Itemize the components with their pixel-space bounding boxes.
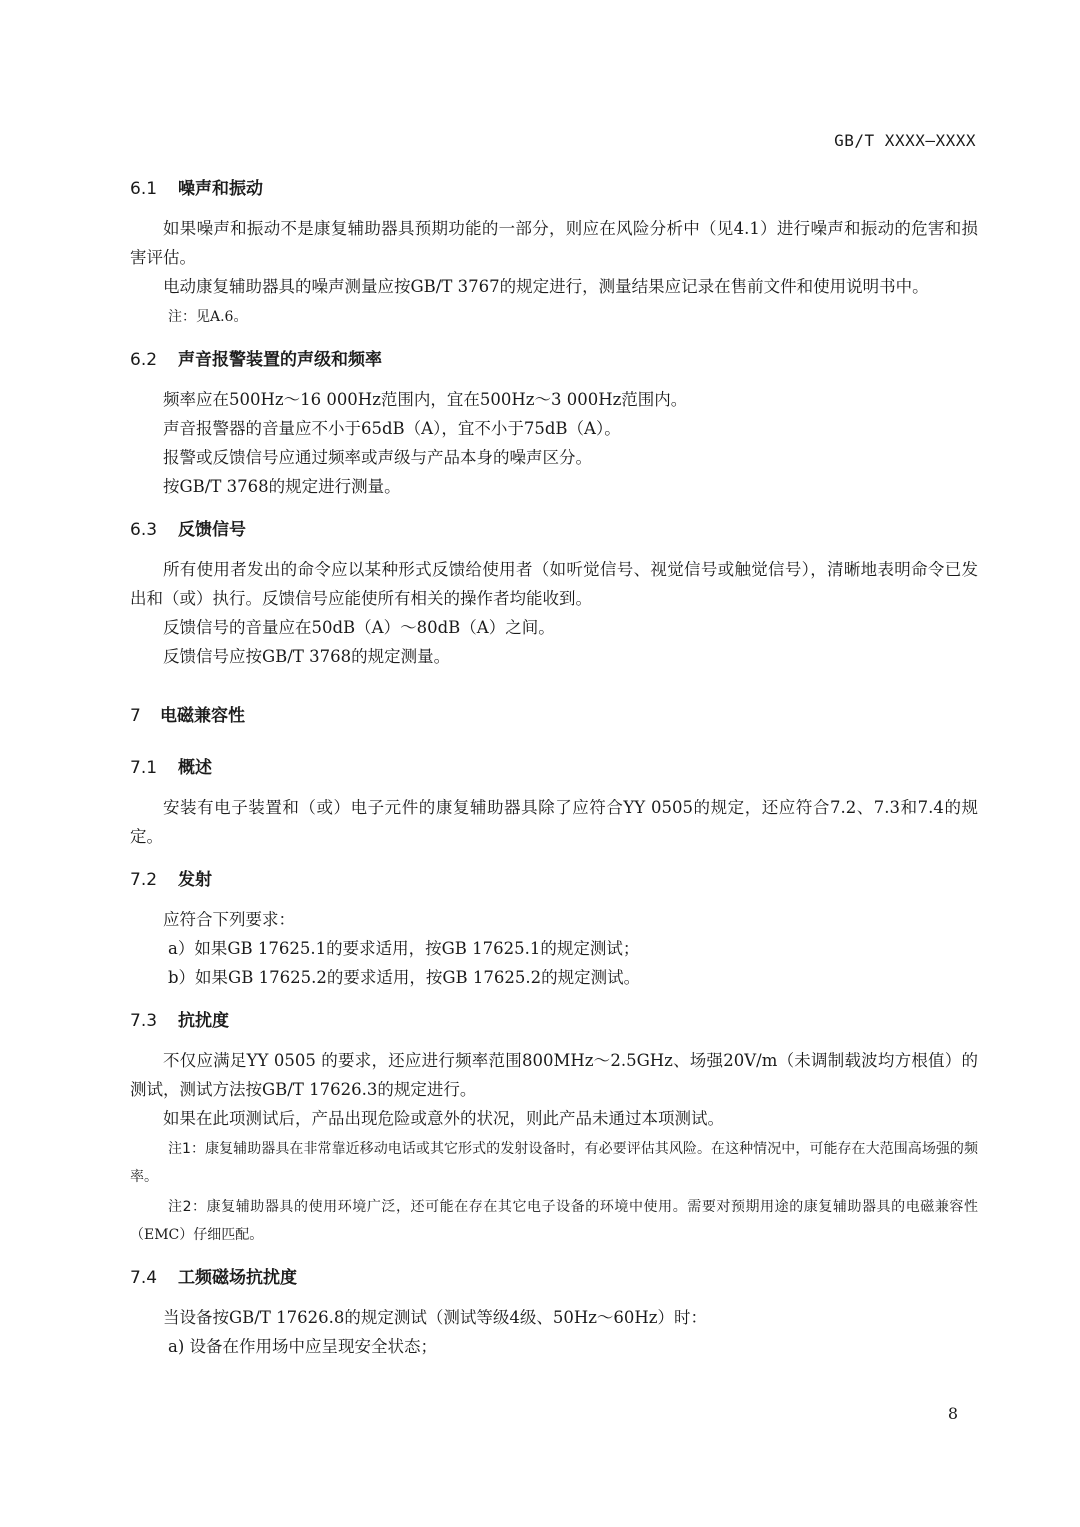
section-title: 抗扰度 bbox=[178, 1011, 229, 1031]
paragraph: 所有使用者发出的命令应以某种形式反馈给使用者（如听觉信号、视觉信号或触觉信号），清晰地表明命令已发出和（或）执行。反馈信号应能使所有相关的操作者均能收到。 bbox=[130, 560, 978, 608]
section-number: 6.1 bbox=[130, 179, 158, 199]
section-heading-7-2 bbox=[130, 865, 978, 895]
paragraph: 当设备按GB/T 17626.8的规定测试（测试等级4级、50Hz～60Hz）时： bbox=[163, 1308, 708, 1327]
section-heading-7-4 bbox=[130, 1263, 978, 1293]
chapter-title: 电磁兼容性 bbox=[160, 706, 245, 726]
note-label: 注： bbox=[168, 309, 196, 325]
paragraph: 反馈信号的音量应在50dB（A）～80dB（A）之间。 bbox=[163, 618, 555, 637]
chapter-number: 7 bbox=[130, 706, 141, 726]
list-item-a: a）如果GB 17625.1的要求适用，按GB 17625.1的规定测试； bbox=[168, 939, 640, 958]
note bbox=[130, 303, 978, 331]
paragraph: 报警或反馈信号应通过频率或声级与产品本身的噪声区分。 bbox=[163, 448, 592, 467]
note-text: 康复辅助器具的使用环境广泛，还可能在存在其它电子设备的环境中使用。需要对预期用途的康复辅助器具的电磁兼容性（EMC）仔细匹配。 bbox=[130, 1199, 978, 1243]
note-label: 注2： bbox=[168, 1199, 207, 1215]
paragraph: 安装有电子装置和（或）电子元件的康复辅助器具除了应符合YY 0505的规定，还应符合7.2、7.3和7.4的规定。 bbox=[130, 798, 978, 846]
section-number: 7.3 bbox=[130, 1011, 158, 1031]
section-number: 7.1 bbox=[130, 758, 158, 778]
note-text: 康复辅助器具在非常靠近移动电话或其它形式的发射设备时，有必要评估其风险。在这种情况中，可能存在大范围高场强的频率。 bbox=[130, 1141, 978, 1185]
section-heading-6-1 bbox=[130, 174, 978, 204]
section-title: 声音报警装置的声级和频率 bbox=[178, 350, 382, 370]
section-number: 6.2 bbox=[130, 350, 158, 370]
section-heading-6-3 bbox=[130, 515, 978, 545]
page-content bbox=[130, 174, 978, 1361]
section-title: 发射 bbox=[178, 870, 212, 890]
section-title: 噪声和振动 bbox=[178, 179, 263, 199]
note-2 bbox=[130, 1193, 978, 1249]
paragraph: 按GB/T 3768的规定进行测量。 bbox=[163, 477, 401, 496]
section-number: 7.2 bbox=[130, 870, 158, 890]
section-heading-6-2 bbox=[130, 345, 978, 375]
section-title: 工频磁场抗扰度 bbox=[178, 1268, 297, 1288]
section-number: 7.4 bbox=[130, 1268, 158, 1288]
note-text: 见A.6。 bbox=[196, 309, 248, 325]
chapter-heading-7 bbox=[130, 701, 978, 731]
paragraph: 应符合下列要求： bbox=[163, 910, 295, 929]
paragraph: 电动康复辅助器具的噪声测量应按GB/T 3767的规定进行，测量结果应记录在售前文件和使用说明书中。 bbox=[163, 277, 929, 296]
list-item-b: b）如果GB 17625.2的要求适用，按GB 17625.2的规定测试。 bbox=[168, 968, 641, 987]
paragraph: 不仅应满足YY 0505 的要求，还应进行频率范围800MHz～2.5GHz、场强20V/m（未调制载波均方根值）的测试，测试方法按GB/T 17626.3的规定进行。 bbox=[130, 1051, 978, 1099]
page-number: 8 bbox=[947, 1404, 958, 1423]
note-1 bbox=[130, 1135, 978, 1191]
section-number: 6.3 bbox=[130, 520, 158, 540]
paragraph: 如果在此项测试后，产品出现危险或意外的状况，则此产品未通过本项测试。 bbox=[163, 1109, 724, 1128]
list-item-a: a) 设备在作用场中应呈现安全状态； bbox=[168, 1337, 438, 1356]
paragraph: 如果噪声和振动不是康复辅助器具预期功能的一部分，则应在风险分析中（见4.1）进行噪声和振动的危害和损害评估。 bbox=[130, 219, 978, 267]
paragraph: 频率应在500Hz～16 000Hz范围内，宜在500Hz～3 000Hz范围内。 bbox=[163, 390, 688, 409]
note-label: 注1： bbox=[168, 1141, 206, 1157]
section-title: 概述 bbox=[178, 758, 212, 778]
section-heading-7-3 bbox=[130, 1006, 978, 1036]
section-title: 反馈信号 bbox=[178, 520, 246, 540]
paragraph: 反馈信号应按GB/T 3768的规定测量。 bbox=[163, 647, 451, 666]
section-heading-7-1 bbox=[130, 753, 978, 783]
standard-code: GB/T XXXX—XXXX bbox=[834, 131, 976, 150]
paragraph: 声音报警器的音量应不小于65dB（A），宜不小于75dB（A）。 bbox=[163, 419, 621, 438]
